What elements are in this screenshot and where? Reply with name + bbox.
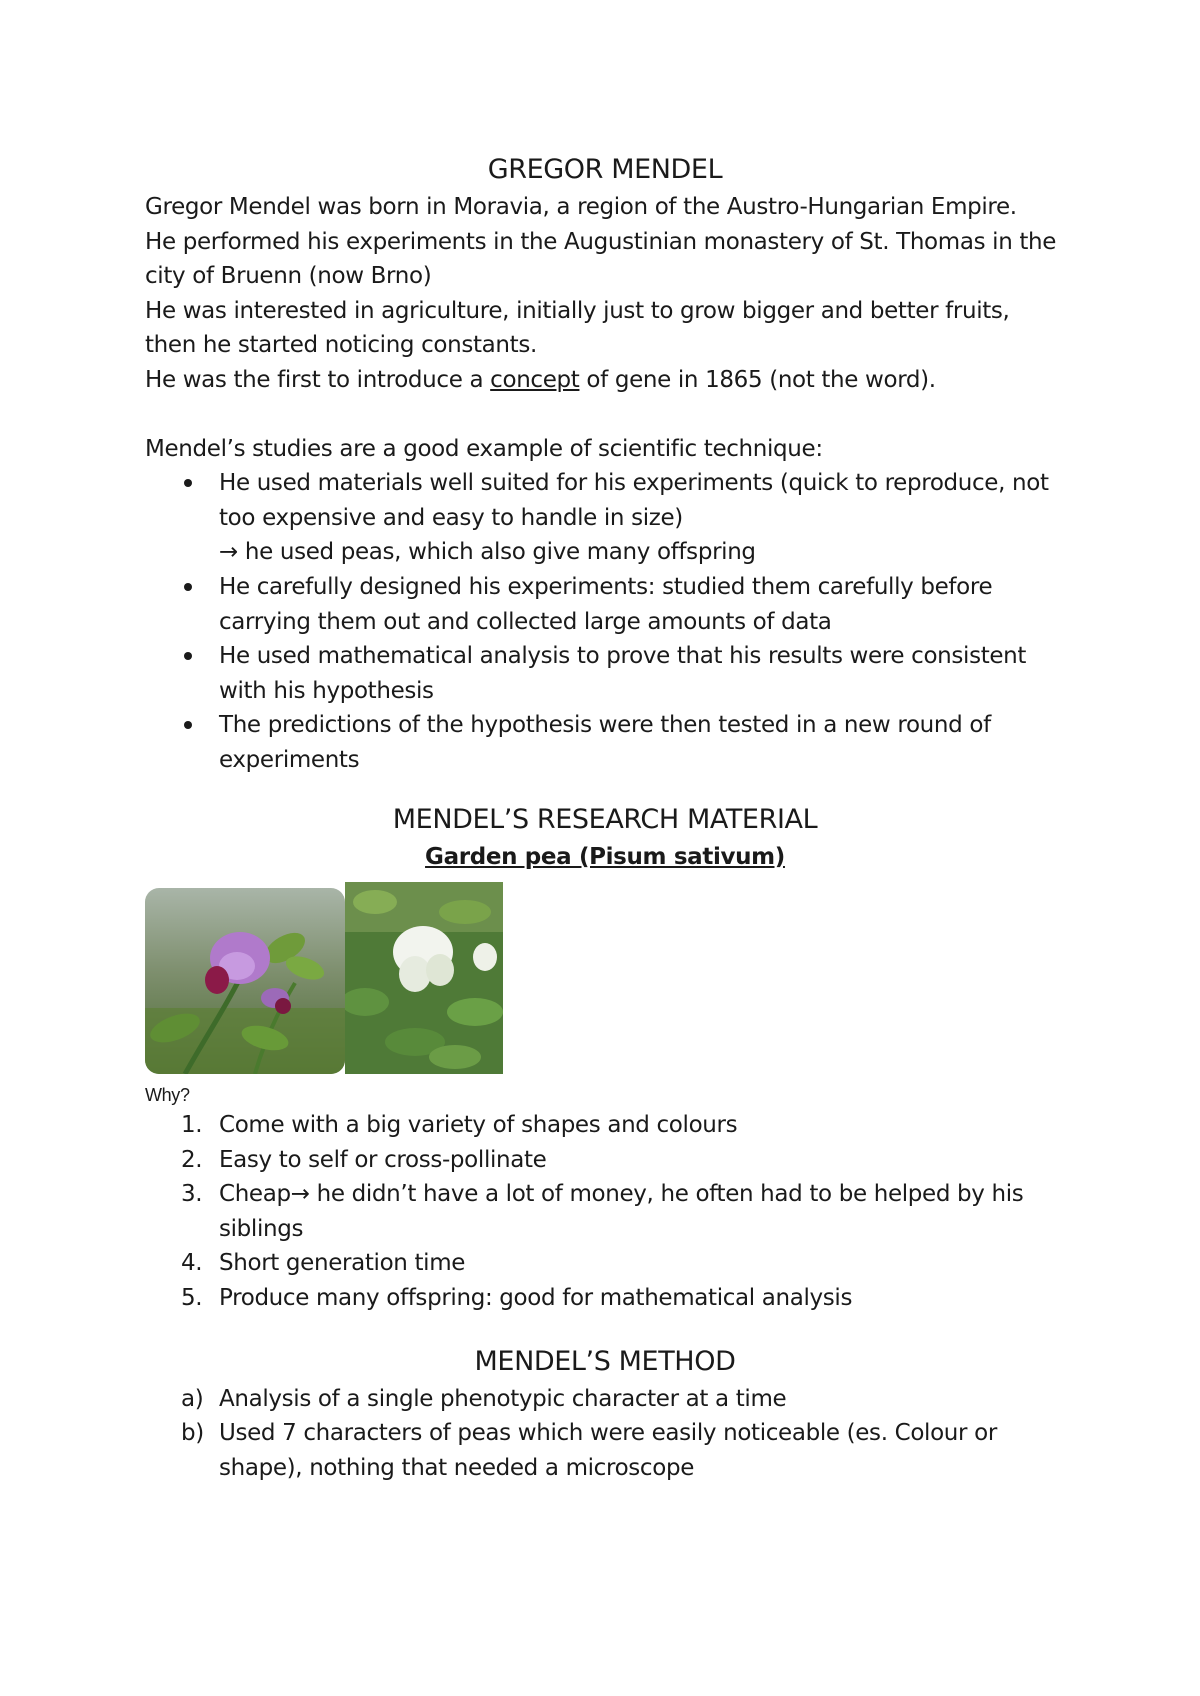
garden-pea-subheading: Garden pea (Pisum sativum) <box>425 843 785 870</box>
intro-gene-after: of gene in 1865 (not the word). <box>579 366 936 393</box>
bullet-item <box>145 639 1065 708</box>
bullet-text: He used materials well suited for his experiments (quick to reproduce, not too expensive and easy to handle in size) <box>219 470 1049 531</box>
bullet-item <box>145 466 1065 570</box>
document-title: GREGOR MENDEL <box>487 154 723 185</box>
studies-lead: Mendel’s studies are a good example of scientific technique: <box>145 435 823 462</box>
bullet-item <box>145 570 1065 639</box>
reason-number: 2. <box>181 1146 203 1173</box>
reason-text: Cheap→ he didn’t have a lot of money, he often had to be helped by his siblings <box>219 1181 1024 1242</box>
purple-pea-flower-photo <box>145 888 345 1074</box>
bullet-dot-icon <box>184 721 192 729</box>
document-page <box>145 150 1065 1485</box>
pea-photos <box>145 882 1065 1068</box>
method-list <box>145 1382 1065 1486</box>
reason-text: Come with a big variety of shapes and colours <box>219 1112 738 1139</box>
reason-number: 1. <box>181 1112 203 1139</box>
bullet-dot-icon <box>184 583 192 591</box>
reason-number: 3. <box>181 1181 203 1208</box>
intro-line-monastery: He performed his experiments in the Augustinian monastery of St. Thomas in the city of Bruenn (now Brno) <box>145 228 1057 290</box>
method-item <box>145 1382 1065 1417</box>
why-reasons-list <box>145 1108 1065 1316</box>
reason-number: 4. <box>181 1250 203 1277</box>
bullet-text: He used mathematical analysis to prove that his results were consistent with his hypothesis <box>219 643 1027 704</box>
reason-item <box>145 1246 1065 1281</box>
bullet-arrow-text: he used peas, which also give many offspring <box>237 539 756 566</box>
concept-underlined: concept <box>490 366 580 393</box>
studies-bullet-list <box>145 466 1065 777</box>
bullet-item <box>145 708 1065 777</box>
method-text: Used 7 characters of peas which were easily noticeable (es. Colour or shape), nothing that needed a microscope <box>219 1420 997 1481</box>
reason-item <box>145 1281 1065 1316</box>
method-letter: b) <box>181 1420 204 1447</box>
method-letter: a) <box>181 1385 204 1412</box>
bullet-text: He carefully designed his experiments: studied them carefully before carrying them out and collected large amounts of data <box>219 573 993 635</box>
intro-line-gene <box>145 363 1065 398</box>
intro-line-birth: Gregor Mendel was born in Moravia, a region of the Austro-Hungarian Empire. <box>145 194 1017 220</box>
research-material-heading: MENDEL’S RESEARCH MATERIAL <box>392 803 818 835</box>
why-label: Why? <box>145 1085 190 1106</box>
reason-number: 5. <box>181 1285 203 1312</box>
white-pea-flower-photo <box>345 882 503 1074</box>
reason-item <box>145 1177 1065 1246</box>
intro-gene-before: He was the first to introduce a <box>145 366 491 393</box>
method-heading: MENDEL’S METHOD <box>474 1345 736 1377</box>
reason-item <box>145 1143 1065 1178</box>
method-text: Analysis of a single phenotypic character at a time <box>219 1385 787 1412</box>
reason-text: Easy to self or cross-pollinate <box>219 1146 547 1173</box>
reason-item <box>145 1108 1065 1143</box>
arrow-icon: → <box>219 539 238 566</box>
reason-text: Short generation time <box>219 1250 466 1277</box>
method-item <box>145 1416 1065 1485</box>
bullet-text: The predictions of the hypothesis were then tested in a new round of experiments <box>219 712 991 773</box>
reason-text: Produce many offspring: good for mathematical analysis <box>219 1285 853 1312</box>
intro-line-agriculture: He was interested in agriculture, initially just to grow bigger and better fruits, then he started noticing constants. <box>145 297 1010 359</box>
bullet-dot-icon <box>184 652 192 660</box>
bullet-dot-icon <box>184 479 192 487</box>
